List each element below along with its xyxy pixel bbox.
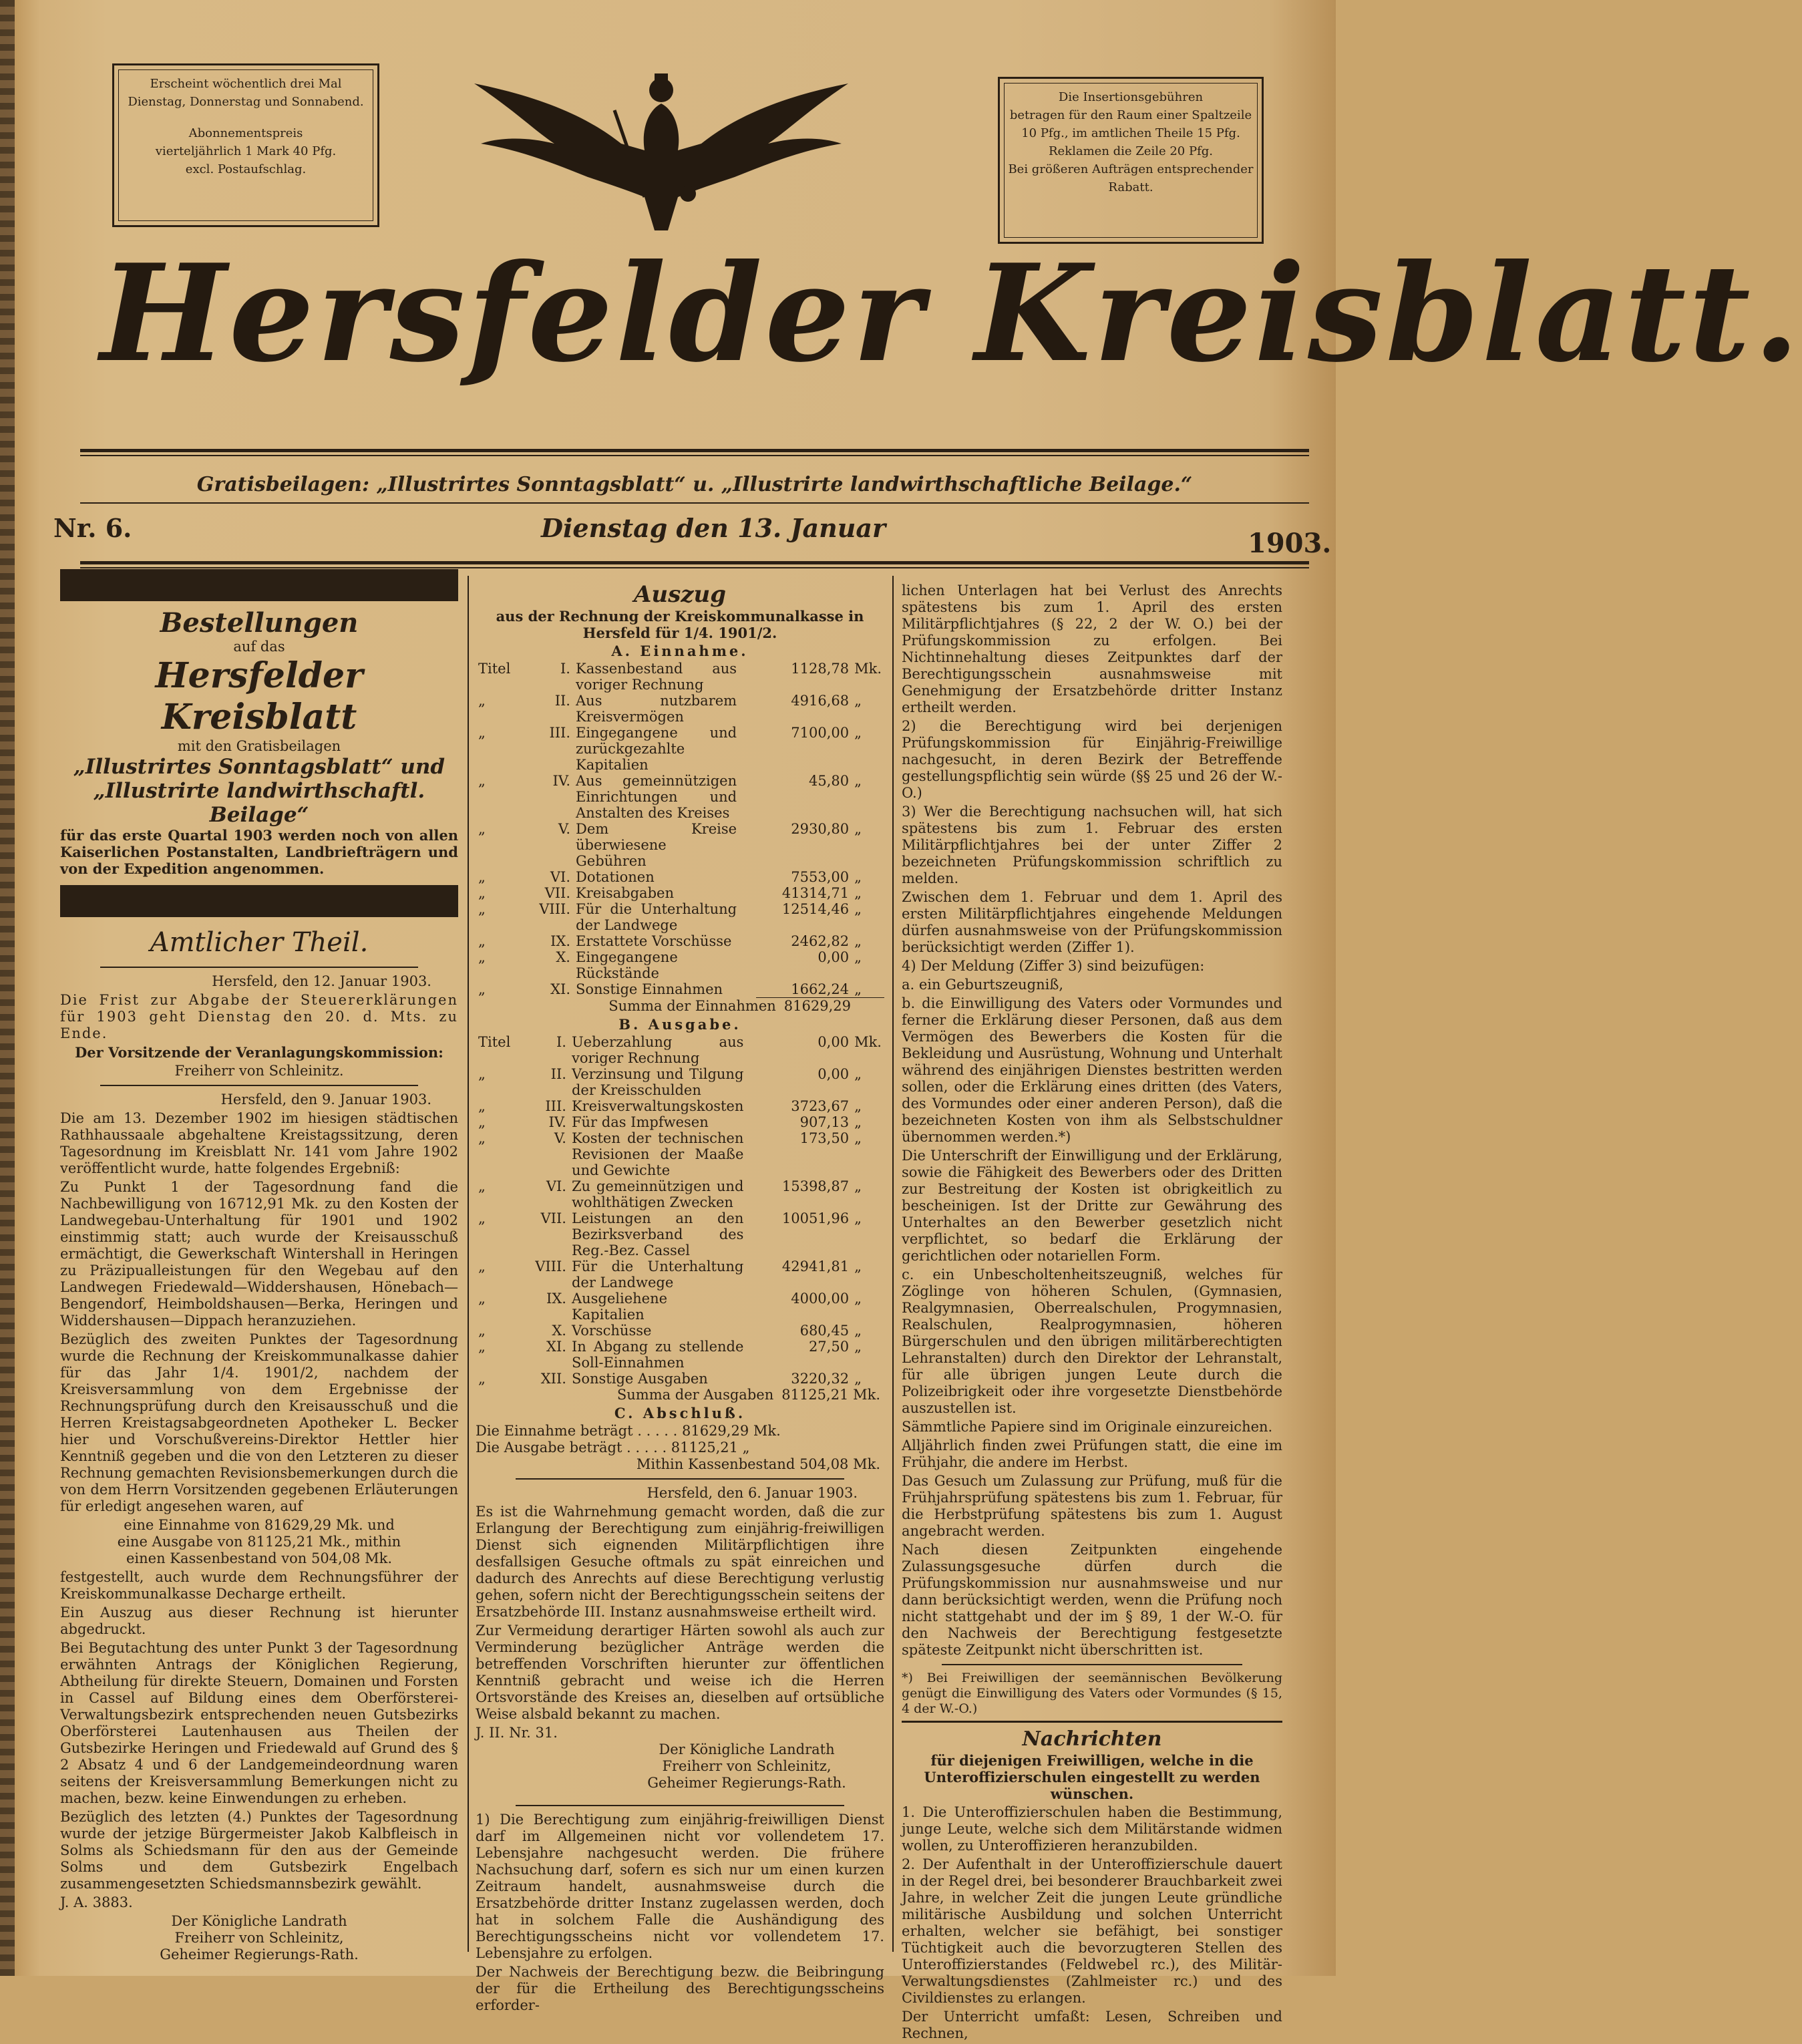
account-subtitle: aus der Rechnung der Kreiskommunalkasse in Hersfeld für 1/4. 1901/2.: [496, 608, 864, 641]
notice-paragraph: Zur Vermeidung derartiger Härten sowohl als auch zur Verminderung bezüglicher Anträge werden die betreffenden Vorschriften hierunter zur öffentlichen Kenntniß gebracht und weise ich die Herren Ortsvorstände des Kreises an, dieselben auf ortsübliche Weise alsbald bekannt zu machen.: [476, 1623, 884, 1722]
expense-table: [476, 1034, 884, 1387]
box-line: Bei größeren Aufträgen entsprechender: [1008, 162, 1254, 176]
unit-cell: „: [854, 693, 862, 709]
unit-cell: „: [854, 1371, 862, 1387]
title-cell: „: [478, 1066, 486, 1082]
description-cell: Ausgeliehene Kapitalien: [571, 1291, 668, 1323]
numeral-cell: VIII.: [535, 1258, 566, 1274]
unit-cell: „: [854, 1339, 862, 1355]
description-cell: Leistungen an den Bezirksverband des Reg.-Bez. Cassel: [571, 1210, 744, 1258]
description-cell: Sonstige Ausgaben: [571, 1371, 708, 1387]
rule-paragraph: Die Unterschrift der Einwilligung und der Erklärung, sowie die Fähigkeit des Bewerbers oder des Dritten zur Bestreitung der Kosten ist obrigkeitlich zu bescheinigen. Ist der Dritte zur Gewährung des Unterhaltes an den Bewerber gesetzlich nicht verpflichtet, so bedarf die Erklärung der gerichtlichen oder notariellen Form.: [902, 1148, 1282, 1264]
unit-cell: „: [854, 1130, 862, 1146]
amount-cell: 3220,32: [791, 1371, 850, 1387]
title-cell: „: [478, 949, 486, 965]
notice-paragraph: Zu Punkt 1 der Tagesordnung fand die Nachbewilligung von 16712,91 Mk. zu den Kosten der Landwegebau-Unterhaltung für 1901 und 1902 einstimmig statt; auch wurde der Kreisausschuß ermächtigt, die Gewerkschaft Wintershall in Heringen zu Präzipualleistungen für den Wegebau auf den Landwegen Friedewald—Widdershausen, Hönebach—Bengendorf, Heimboldshausen—Berka, Heringen und Widdershausen—Dippach heranzuziehen.: [60, 1179, 458, 1329]
unit-cell: „: [854, 821, 862, 837]
supplement-rule: [80, 502, 1309, 504]
amount-cell: 0,00: [818, 1034, 850, 1050]
notice-figure: eine Ausgabe von 81125,21 Mk., mithin: [117, 1534, 401, 1550]
footnote: *) Bei Freiwilligen der seemännischen Bevölkerung genügt die Einwilligung des Vaters oder Vormundes (§ 15, 4 der W.-O.): [902, 1671, 1282, 1716]
unit-cell: „: [854, 869, 862, 885]
notice-figure: einen Kassenbestand von 504,08 Mk.: [126, 1550, 393, 1566]
issue-year: 1903.: [1248, 528, 1332, 559]
account-row: [476, 773, 884, 821]
unit-cell: „: [854, 1323, 862, 1339]
description-cell: Verzinsung und Tilgung der Kreisschulden: [571, 1066, 744, 1098]
divider: [100, 967, 418, 968]
rule-paragraph: Alljährlich finden zwei Prüfungen statt, die eine im Frühjahr, die andere im Herbst.: [902, 1437, 1282, 1470]
account-row: [476, 1114, 884, 1130]
amount-cell: 0,00: [818, 949, 850, 965]
notice-date: Hersfeld, den 6. Januar 1903.: [647, 1485, 858, 1501]
title-cell: „: [478, 1371, 486, 1387]
divider: [100, 1085, 418, 1086]
unit-cell: „: [854, 901, 862, 917]
insertion-fees-box: [998, 77, 1264, 244]
title-cell: „: [478, 933, 486, 949]
description-cell: Aus nutzbarem Kreisvermögen: [576, 693, 737, 725]
title-cell: „: [478, 1291, 486, 1307]
description-cell: In Abgang zu stellende Soll-Einnahmen: [571, 1339, 744, 1371]
account-row: [476, 1323, 884, 1339]
expense-sum-value: 81125,21 Mk.: [781, 1387, 880, 1403]
numeral-cell: IX.: [550, 933, 570, 949]
unit-cell: Mk.: [854, 1034, 882, 1050]
title-cell: „: [478, 981, 486, 997]
numeral-cell: VI.: [550, 869, 570, 885]
box-line: Abonnementspreis: [188, 126, 303, 140]
signature-line: Geheimer Regierungs-Rath.: [160, 1946, 359, 1963]
amount-cell: 0,00: [818, 1066, 850, 1082]
signature-line: Geheimer Regierungs-Rath.: [647, 1775, 846, 1791]
footnote-paragraph: Der Nachweis der Berechtigung bezw. die Beibringung der für die Ertheilung des Berechtigungsscheins erforder-: [476, 1964, 884, 2013]
account-row: [476, 1098, 884, 1114]
numeral-cell: II.: [550, 1066, 566, 1082]
order-supplement-1: „Illustrirtes Sonntagsblatt“ und: [73, 755, 445, 779]
description-cell: Erstattete Vorschüsse: [576, 933, 732, 949]
income-heading: A. Einnahme.: [611, 643, 749, 659]
unit-cell: „: [854, 1210, 862, 1226]
amount-cell: 10051,96: [781, 1210, 850, 1226]
column-divider: [468, 576, 469, 1952]
box-line: 10 Pfg., im amtlichen Theile 15 Pfg.: [1021, 126, 1240, 140]
numeral-cell: III.: [545, 1098, 566, 1114]
supplement-line: Gratisbeilagen: „Illustrirtes Sonntagsblatt“ u. „Illustrirte landwirthschaftliche Beilage.“: [196, 473, 1193, 496]
description-cell: Dem Kreise überwiesene Gebühren: [576, 821, 737, 869]
closing-line: Die Ausgabe beträgt . . . . . 81125,21 „: [476, 1439, 750, 1456]
notice-figure: eine Einnahme von 81629,29 Mk. und: [124, 1517, 395, 1533]
account-row: [476, 693, 884, 725]
description-cell: Für das Impfwesen: [571, 1114, 709, 1130]
issue-date: Dienstag den 13. Januar: [541, 513, 886, 543]
account-row: [476, 1130, 884, 1178]
amount-cell: 1662,24: [791, 981, 850, 997]
closing-heading: C. Abschluß.: [614, 1405, 746, 1421]
title-cell: „: [478, 1114, 486, 1130]
rule-item: b. die Einwilligung des Vaters oder Vormundes und ferner die Erklärung dieser Personen, daß aus dem Vermögen des Bewerbers die Kosten für die Bekleidung und Ausrüstung, Wohnung und Unterhalt während des einjährigen Dienstes bestritten werden sollen, oder die Erklärung eines dritten (des Vaters, des Vormundes oder einer anderen Person), daß die bezeichneten Kosten von ihm als Selbstschuldner übernommen werden.*): [902, 995, 1282, 1145]
rule-paragraph: 4) Der Meldung (Ziffer 3) sind beizufügen:: [902, 958, 1205, 974]
title-rule-thin: [80, 455, 1309, 456]
account-row: [476, 933, 884, 949]
account-row: [476, 1371, 884, 1387]
column-middle: [476, 581, 884, 2016]
column-right: [902, 582, 1282, 2044]
black-bar: [60, 569, 458, 601]
divider: [942, 1664, 1242, 1665]
title-cell: „: [478, 1098, 486, 1114]
numeral-cell: VII.: [544, 885, 570, 901]
title-cell: Titel: [478, 1034, 511, 1050]
notice-paragraph: festgestellt, auch wurde dem Rechnungsführer der Kreiskommunalkasse Decharge ertheilt.: [60, 1569, 458, 1602]
account-row: [476, 1178, 884, 1210]
numeral-cell: XI.: [546, 1339, 566, 1355]
description-cell: Kosten der technischen Revisionen der Maaße und Gewichte: [571, 1130, 744, 1178]
account-row: [476, 949, 884, 981]
unit-cell: „: [854, 1291, 862, 1307]
eagle-emblem-icon: [454, 63, 868, 244]
title-cell: „: [478, 821, 486, 837]
description-cell: Zu gemeinnützigen und wohlthätigen Zwecken: [571, 1178, 744, 1210]
title-cell: „: [478, 773, 486, 789]
notice-paragraph: Die am 13. Dezember 1902 im hiesigen städtischen Rathhaussaale abgehaltene Kreistagssitzung, deren Tagesordnung im Kreisblatt Nr. 141 vom Jahre 1902 veröffentlicht wurde, hatte folgendes Ergebniß:: [60, 1110, 458, 1176]
numeral-cell: X.: [556, 949, 570, 965]
news-subheading: für diejenigen Freiwilligen, welche in die Unteroffizierschulen eingestellt zu werden wünschen.: [924, 1752, 1260, 1802]
notice-reference: J. II. Nr. 31.: [476, 1725, 558, 1741]
account-row: [476, 1291, 884, 1323]
numeral-cell: IX.: [546, 1291, 566, 1307]
notice-paragraph: Es ist die Wahrnehmung gemacht worden, daß die zur Erlangung der Berechtigung zum einjährig-freiwilligen Dienst sich eignenden Militärpflichtigen ihre desfallsigen Gesuche oftmals zu spät einreichen und dadurch des Anrechts auf diese Berechtigung verlustig gehen, sofern nicht der Berechtigungsschein seitens der Ersatzbehörde III. Instanz ausnahmsweise ertheilt wird.: [476, 1504, 884, 1620]
expense-sum-row: [476, 1387, 884, 1403]
title-cell: „: [478, 885, 486, 901]
numeral-cell: VII.: [540, 1210, 566, 1226]
rule-paragraph: Zwischen dem 1. Februar und dem 1. April des ersten Militärpflichtjahres eingehende Meldungen dürfen ausnahmsweise von der Prüfungskommission berücksichtigt werden (Ziffer 1).: [902, 889, 1282, 955]
amount-cell: 173,50: [799, 1130, 850, 1146]
income-table: [476, 661, 884, 997]
unit-cell: „: [854, 885, 862, 901]
numeral-cell: VIII.: [539, 901, 570, 917]
notice-date: Hersfeld, den 12. Januar 1903.: [212, 973, 431, 989]
numeral-cell: IV.: [548, 1114, 566, 1130]
order-sub: auf das: [233, 639, 285, 655]
expense-heading: B. Ausgabe.: [618, 1016, 741, 1033]
title-cell: „: [478, 693, 486, 709]
notice-date: Hersfeld, den 9. Januar 1903.: [220, 1091, 431, 1108]
numeral-cell: XI.: [550, 981, 570, 997]
title-cell: „: [478, 1178, 486, 1194]
title-cell: Titel: [478, 661, 511, 677]
order-text: für das erste Quartal 1903 werden noch von allen Kaiserlichen Postanstalten, Landbriefträgern und von der Expedition angenommen.: [60, 827, 458, 877]
unit-cell: Mk.: [854, 661, 882, 677]
account-row: [476, 869, 884, 885]
news-heading: Nachrichten: [1022, 1727, 1162, 1751]
amount-cell: 27,50: [808, 1339, 850, 1355]
binding-edge: [0, 0, 15, 1976]
box-line: excl. Postaufschlag.: [185, 162, 307, 176]
amount-cell: 680,45: [799, 1323, 850, 1339]
amount-cell: 3723,67: [791, 1098, 850, 1114]
amount-cell: 4000,00: [791, 1291, 850, 1307]
account-row: [476, 1034, 884, 1066]
title-cell: „: [478, 725, 486, 741]
rule-paragraph: Nach diesen Zeitpunkten eingehende Zulassungsgesuche dürfen durch die Prüfungskommission nur ausnahmsweise und nur dann berücksichtigt werden, wenn die Prüfung noch nicht stattgehabt und der im § 89, 1 der W.-O. für den Nachweis der Berechtigung festgesetzte späteste Zeitpunkt nicht überschritten ist.: [902, 1542, 1282, 1658]
numeral-cell: X.: [552, 1323, 566, 1339]
numeral-cell: I.: [560, 661, 570, 677]
news-paragraph: 2. Der Aufenthalt in der Unteroffizierschule dauert in der Regel drei, bei besonderer Brauchbarkeit zwei Jahre, in welcher Zeit die jungen Leute gründliche militärische Ausbildung und solchen Unterricht erhalten, welcher sie befähigt, bei sonstiger Tüchtigkeit auch die bevorzugteren Stellen des Unteroffizierstandes (Feldwebel rc.), des Militär-Verwaltungsdienstes (Zahlmeister rc.) und des Civildienstes zu erlangen.: [902, 1856, 1282, 2006]
numeral-cell: II.: [554, 693, 570, 709]
title-cell: „: [478, 1323, 486, 1339]
order-supplement-2: „Illustrirte landwirthschaftl. Beilage“: [93, 779, 425, 827]
order-with: mit den Gratisbeilagen: [177, 738, 341, 754]
signature-line: Freiherr von Schleinitz,: [662, 1758, 832, 1774]
account-row: [476, 661, 884, 693]
description-cell: Für die Unterhaltung der Landwege: [576, 901, 737, 933]
unit-cell: „: [854, 1098, 862, 1114]
divider: [516, 1805, 844, 1806]
unit-cell: „: [854, 981, 862, 997]
notice-signature-name: Freiherr von Schleinitz.: [174, 1063, 344, 1079]
amount-cell: 2462,82: [791, 933, 850, 949]
amount-cell: 4916,68: [791, 693, 850, 709]
amount-cell: 12514,46: [781, 901, 850, 917]
footnote-paragraph: 1) Die Berechtigung zum einjährig-freiwilligen Dienst darf im Allgemeinen nicht vor vollendetem 17. Lebensjahre nachgesucht werden. Die frühere Nachsuchung darf, sofern es sich nur um einen kurzen Zeitraum handelt, ausnahmsweise durch die Ersatzbehörde dritter Instanz zugelassen werden, doch hat in solchem Falle die Aushändigung des Berechtigungsscheins nicht vor vollendetem 17. Lebensjahre zu erfolgen.: [476, 1812, 884, 1961]
subscription-box: [112, 63, 379, 227]
account-row: [476, 885, 884, 901]
description-cell: Eingegangene Rückstände: [576, 949, 678, 981]
numeral-cell: IV.: [552, 773, 570, 789]
issue-number: Nr. 6.: [53, 513, 132, 543]
notice-signature: Der Vorsitzende der Veranlagungskommission:: [75, 1044, 443, 1061]
order-paper-name: Hersfelder Kreisblatt: [155, 655, 363, 737]
rule-item: a. ein Geburtszeugniß,: [902, 977, 1064, 993]
notice-paragraph: Bei Begutachtung des unter Punkt 3 der Tagesordnung erwähnten Antrags der Königlichen Regierung, Abtheilung für direkte Steuern, Domainen und Forsten in Cassel auf Bildung eines dem Oberförsterei-Verwaltungsbezirk entsprechenden neuen Gutsbezirks Oberförsterei Lautenhausen aus Theilen der Gutsbezirke Heringen und Friedewald auf Grund des § 2 Absatz 4 und 6 der Landgemeindeordnung waren seitens der Kreisversammlung Bemerkungen nicht zu machen, bezw. keine Einwendungen zu erheben.: [60, 1640, 458, 1806]
notice-reference: J. A. 3883.: [60, 1894, 133, 1910]
description-cell: Aus gemeinnützigen Einrichtungen und Anstalten des Kreises: [576, 773, 737, 821]
description-cell: Vorschüsse: [571, 1323, 652, 1339]
numeral-cell: V.: [558, 821, 570, 837]
divider: [902, 1721, 1282, 1723]
unit-cell: „: [854, 949, 862, 965]
unit-cell: „: [854, 933, 862, 949]
rule-paragraph: lichen Unterlagen hat bei Verlust des Anrechts spätestens bis zum 1. April des ersten Militärpflichtjahres (§ 22, 2 der W. O.) bei der Prüfungskommission zu erfolgen. Bei Nichtinnehaltung dieses Zeitpunktes darf der Berechtigungsschein ausnahmsweise mit Genehmigung der Ersatzbehörde dritter Instanz ertheilt werden.: [902, 582, 1282, 715]
title-cell: „: [478, 1130, 486, 1146]
black-bar: [60, 885, 458, 917]
amount-cell: 41314,71: [781, 885, 850, 901]
header-bottom-rule: [80, 561, 1309, 564]
box-line: Reklamen die Zeile 20 Pfg.: [1049, 144, 1213, 158]
rule-paragraph: Sämmtliche Papiere sind im Originale einzureichen.: [902, 1419, 1273, 1435]
amount-cell: 2930,80: [791, 821, 850, 837]
numeral-cell: I.: [556, 1034, 566, 1050]
account-row: [476, 1258, 884, 1291]
unit-cell: „: [854, 1258, 862, 1274]
title-cell: „: [478, 901, 486, 917]
order-title: Bestellungen: [160, 607, 359, 639]
description-cell: Für die Unterhaltung der Landwege: [571, 1258, 744, 1291]
newspaper-title: Hersfelder Kreisblatt.: [100, 235, 1802, 392]
news-paragraph: Der Unterricht umfaßt: Lesen, Schreiben und Rechnen,: [902, 2009, 1282, 2041]
title-cell: „: [478, 1210, 486, 1226]
description-cell: Kreisverwaltungskosten: [571, 1098, 744, 1114]
income-sum-value: 81629,29: [783, 998, 851, 1014]
amount-cell: 7100,00: [791, 725, 850, 741]
title-rule: [80, 449, 1309, 452]
description-cell: Kreisabgaben: [576, 885, 674, 901]
section-heading: Amtlicher Theil.: [150, 927, 369, 958]
rule-paragraph: 2) die Berechtigung wird bei derjenigen Prüfungskommission für Einjährig-Freiwillige nachgesucht, in deren Bezirk der Betreffende gestellungspflichtig sein würde (§§ 25 und 26 der W.-O.): [902, 718, 1282, 801]
account-title: Auszug: [633, 581, 727, 608]
column-left: [60, 568, 458, 1965]
amount-cell: 15398,87: [781, 1178, 850, 1194]
numeral-cell: XII.: [540, 1371, 566, 1387]
description-cell: Ueberzahlung aus voriger Rechnung: [571, 1034, 744, 1066]
unit-cell: „: [854, 1066, 862, 1082]
account-row: [476, 1210, 884, 1258]
news-paragraph: 1. Die Unteroffizierschulen haben die Bestimmung, junge Leute, welche sich dem Militärstande widmen wollen, zu Unteroffizieren heranzubilden.: [902, 1804, 1282, 1854]
notice-paragraph: Bezüglich des zweiten Punktes der Tagesordnung wurde die Rechnung der Kreiskommunalkasse dahier für das Jahr 1/4. 1901/2, nachdem der Kreisversammlung von dem Ergebnisse der Rechnungsprüfung durch den Kreisausschuß und die Herren Kreistagsabgeordneten Apotheker L. Becker hier und Vorschußvereins-Direktor Hettler hier Kenntniß gegeben und die von den Letzteren zu dieser Rechnung gemachten Revisionsbemerkungen durch die von dem Herrn Vorsitzenden gegebenen Erläuterungen für erledigt angesehen waren, auf: [60, 1331, 458, 1514]
box-line: betragen für den Raum einer Spaltzeile: [1009, 108, 1252, 122]
notice-text: Die Frist zur Abgabe der Steuererklärungen für 1903 geht Dienstag den 20. d. Mts. zu Ende.: [60, 992, 458, 1041]
title-cell: „: [478, 1339, 486, 1355]
title-cell: „: [478, 1258, 486, 1274]
signature-line: Freiherr von Schleinitz,: [174, 1930, 344, 1946]
rule-paragraph: 3) Wer die Berechtigung nachsuchen will, hat sich spätestens bis zum 1. Februar des ersten Militärpflichtjahres bei der unter Ziffer 2 bezeichneten Prüfungskommission schriftlich zu melden.: [902, 804, 1282, 886]
unit-cell: „: [854, 1114, 862, 1130]
closing-line: Die Einnahme beträgt . . . . . 81629,29 Mk.: [476, 1423, 781, 1439]
account-row: [476, 981, 884, 997]
income-sum-row: [476, 998, 884, 1015]
amount-cell: 1128,78: [791, 661, 850, 677]
numeral-cell: III.: [549, 725, 570, 741]
column-divider: [892, 576, 894, 1952]
description-cell: Dotationen: [576, 869, 655, 885]
unit-cell: „: [854, 725, 862, 741]
amount-cell: 907,13: [799, 1114, 850, 1130]
account-row: [476, 901, 884, 933]
amount-cell: 7553,00: [791, 869, 850, 885]
unit-cell: „: [854, 1178, 862, 1194]
box-line: Die Insertionsgebühren: [1058, 90, 1204, 104]
description-cell: Kassenbestand aus voriger Rechnung: [576, 661, 737, 693]
unit-cell: „: [854, 773, 862, 789]
box-line: Dienstag, Donnerstag und Sonnabend.: [128, 95, 364, 109]
box-line: Erscheint wöchentlich drei Mal: [150, 77, 342, 91]
income-sum-label: Summa der Einnahmen: [608, 998, 776, 1014]
signature-line: Der Königliche Landrath: [659, 1741, 835, 1757]
notice-paragraph: Ein Auszug aus dieser Rechnung ist hierunter abgedruckt.: [60, 1604, 458, 1637]
numeral-cell: V.: [554, 1130, 566, 1146]
description-cell: Eingegangene und zurückgezahlte Kapitalien: [576, 725, 737, 773]
signature-line: Der Königliche Landrath: [171, 1913, 347, 1929]
divider: [516, 1478, 844, 1480]
description-cell: Sonstige Einnahmen: [576, 981, 723, 997]
rule-paragraph: Das Gesuch um Zulassung zur Prüfung, muß für die Frühjahrsprüfung spätestens bis zum 1. Februar, für die Herbstprüfung spätestens bis zum 1. August angebracht werden.: [902, 1473, 1282, 1539]
amount-cell: 42941,81: [781, 1258, 850, 1274]
notice-paragraph: Bezüglich des letzten (4.) Punktes der Tagesordnung wurde der jetzige Bürgermeister Jakob Kalbfleisch in Solms als Schiedsmann für den aus der Gemeinde Solms und dem Gutsbezirk Engelbach zusammengesetzten Schiedsmannsbezirk gewählt.: [60, 1809, 458, 1892]
account-row: [476, 1066, 884, 1098]
box-line: vierteljährlich 1 Mark 40 Pfg.: [155, 144, 337, 158]
rule-item: c. ein Unbescholtenheitszeugniß, welches für Zöglinge von höheren Schulen, (Gymnasien, Realgymnasien, Oberrealschulen, Progymnasien, Realschulen, Realprogymnasien, höheren Bürgerschulen und den übrigen militärberechtigten Lehranstalten) durch den Direktor der Lehranstalt, für alle übrigen jungen Leute durch die Polizeibrigkeit oder ihre vorgesetzte Dienstbehörde auszustellen ist.: [902, 1266, 1282, 1416]
account-row: [476, 821, 884, 869]
account-row: [476, 725, 884, 773]
account-row: [476, 1339, 884, 1371]
title-cell: „: [478, 869, 486, 885]
numeral-cell: VI.: [546, 1178, 566, 1194]
closing-line: Mithin Kassenbestand 504,08 Mk.: [636, 1456, 880, 1472]
box-line: Rabatt.: [1108, 180, 1153, 194]
amount-cell: 45,80: [808, 773, 850, 789]
expense-sum-label: Summa der Ausgaben: [616, 1387, 774, 1403]
